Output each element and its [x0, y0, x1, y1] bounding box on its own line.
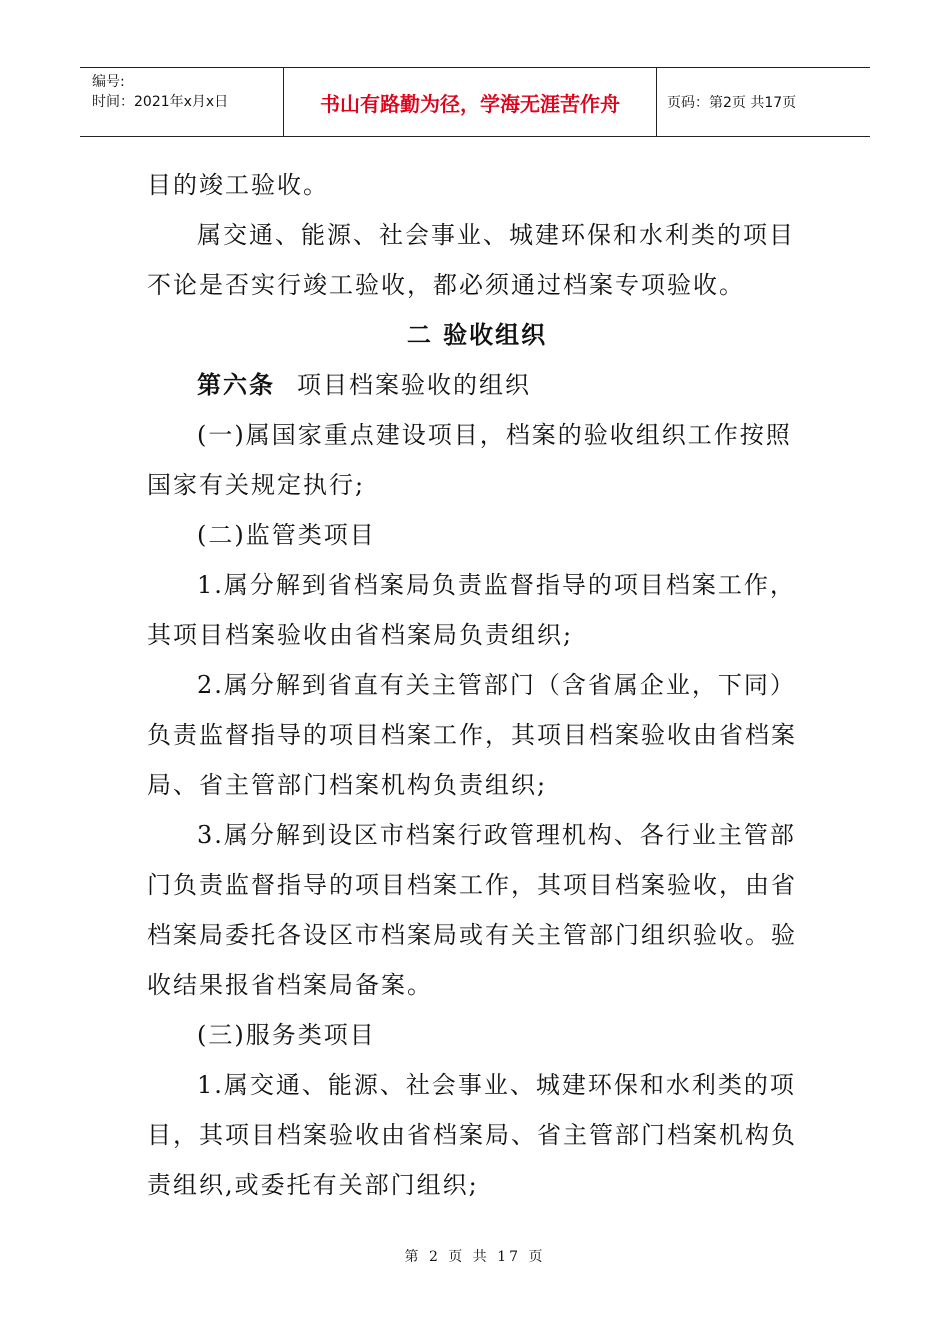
paragraph: 档案局委托各设区市档案局或有关主管部门组织验收。验 — [147, 921, 797, 949]
motto-text: 书山有路勤为径，学海无涯苦作舟 — [320, 91, 620, 116]
paragraph: 1.属交通、能源、社会事业、城建环保和水利类的项 — [197, 1071, 796, 1099]
document-body — [147, 160, 807, 1210]
header-meta — [80, 68, 283, 136]
paragraph: 门负责监督指导的项目档案工作，其项目档案验收，由省 — [147, 871, 797, 899]
paragraph: 3.属分解到设区市档案行政管理机构、各行业主管部 — [197, 821, 796, 849]
paragraph: (一)属国家重点建设项目，档案的验收组织工作按照 — [197, 421, 792, 449]
paragraph: 责组织,或委托有关部门组织; — [147, 1171, 479, 1199]
article-heading — [147, 360, 807, 410]
paragraph: (三)服务类项目 — [197, 1021, 376, 1049]
paragraph: 国家有关规定执行; — [147, 471, 366, 499]
paragraph: 局、省主管部门档案机构负责组织; — [147, 771, 548, 799]
page-info-text: 页码：第2页 共17页 — [667, 95, 797, 111]
paragraph: (二)监管类项目 — [197, 521, 376, 549]
paragraph: 目的竣工验收。 — [147, 171, 329, 199]
header-page-info — [657, 68, 870, 136]
article-title: 项目档案验收的组织 — [297, 371, 531, 399]
paragraph: 属交通、能源、社会事业、城建环保和水利类的项目 — [197, 221, 795, 249]
paragraph: 收结果报省档案局备案。 — [147, 971, 433, 999]
paragraph: 其项目档案验收由省档案局负责组织; — [147, 621, 574, 649]
date-label: 时间：2021年x月x日 — [92, 94, 229, 110]
footer-page-number: 第 2 页 共 17 页 — [404, 1249, 546, 1265]
page-footer — [0, 1246, 950, 1266]
paragraph: 不论是否实行竣工验收，都必须通过档案专项验收。 — [147, 271, 745, 299]
header-motto — [283, 68, 657, 136]
document-header — [80, 67, 870, 137]
article-number: 第六条 — [197, 371, 275, 399]
paragraph: 目，其项目档案验收由省档案局、省主管部门档案机构负 — [147, 1121, 797, 1149]
paragraph: 负责监督指导的项目档案工作，其项目档案验收由省档案 — [147, 721, 797, 749]
paragraph: 1.属分解到省档案局负责监督指导的项目档案工作， — [197, 571, 796, 599]
section-heading: 二 验收组织 — [406, 321, 548, 349]
number-label: 编号: — [92, 74, 125, 90]
paragraph: 2.属分解到省直有关主管部门（含省属企业，下同） — [197, 671, 796, 699]
